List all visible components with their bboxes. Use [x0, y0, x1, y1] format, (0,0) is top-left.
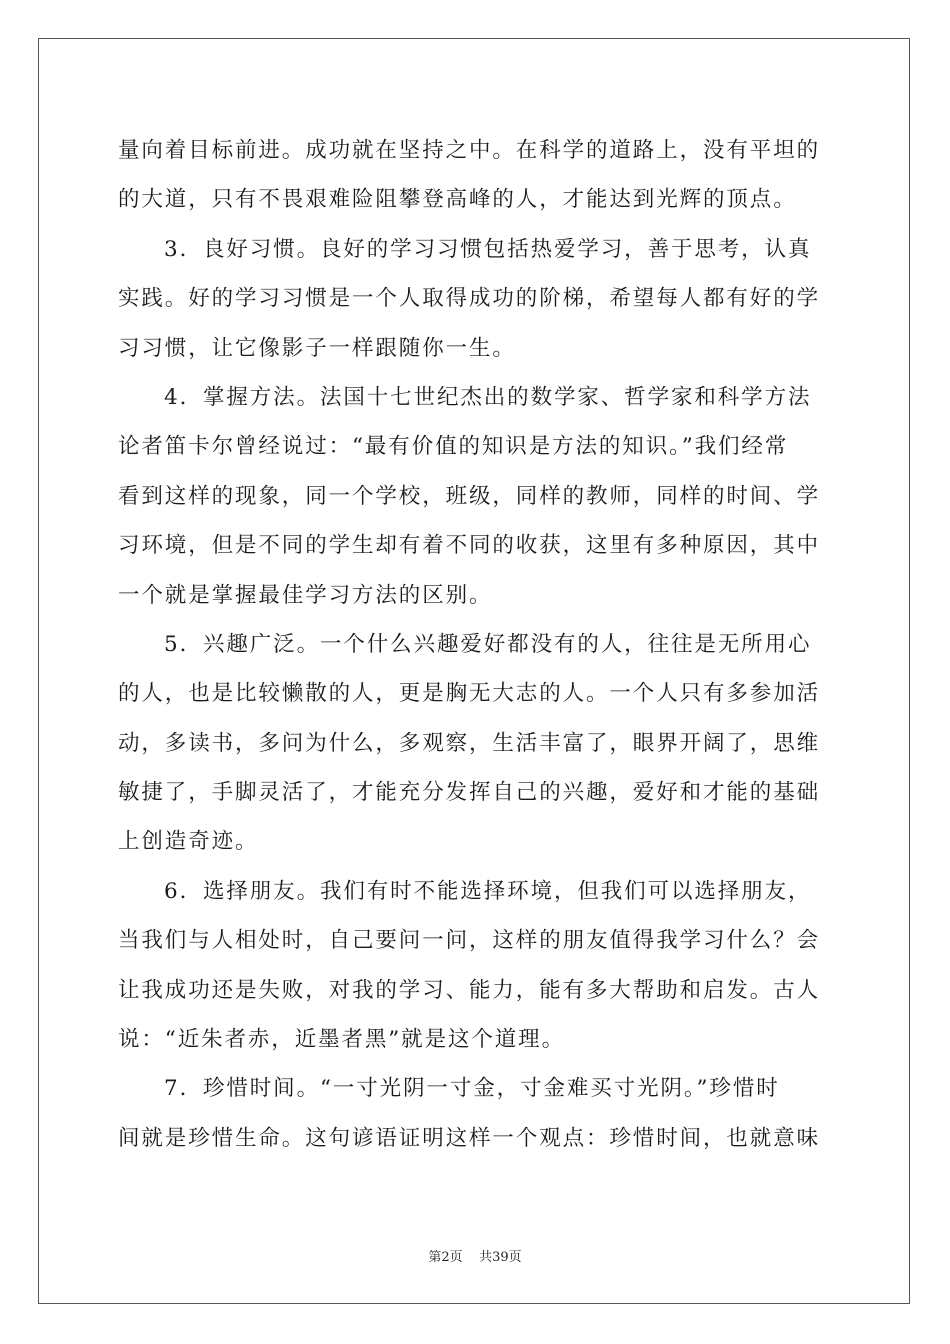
text-line: 习习惯，让它像影子一样跟随你一生。: [118, 335, 516, 361]
text-line: 习环境，但是不同的学生却有着不同的收获，这里有多种原因，其中: [118, 533, 821, 559]
text-line: 一个就是掌握最佳学习方法的区别。: [118, 582, 493, 608]
current-page-label: 第2页: [428, 1250, 463, 1265]
text-line: 论者笛卡尔曾经说过：“最有价值的知识是方法的知识。”我们经常: [118, 434, 789, 460]
text-line: 量向着目标前进。成功就在坚持之中。在科学的道路上，没有平坦的: [118, 138, 821, 163]
text-line: 6．选择朋友。我们有时不能选择环境，但我们可以选择朋友，: [164, 878, 812, 904]
text-line: 的人，也是比较懒散的人，更是胸无大志的人。一个人只有多参加活: [118, 681, 821, 707]
text-line: 当我们与人相处时，自己要问一问，这样的朋友值得我学习什么？会: [118, 928, 821, 954]
text-line: 动，多读书，多问为什么，多观察，生活丰富了，眼界开阔了，思维: [118, 730, 821, 756]
text-line: 说：“近朱者赤，近墨者黑”就是这个道理。: [118, 1027, 565, 1053]
total-pages-label: 共39页: [479, 1250, 522, 1265]
text-line: 3．良好习惯。良好的学习习惯包括热爱学习，善于思考，认真: [164, 236, 812, 262]
footer-spacer: [463, 1250, 480, 1265]
text-line: 间就是珍惜生命。这句谚语证明这样一个观点：珍惜时间，也就意味: [118, 1125, 821, 1151]
text-line: 上创造奇迹。: [118, 829, 259, 855]
text-line: 的大道，只有不畏艰难险阻攀登高峰的人，才能达到光辉的顶点。: [118, 187, 797, 213]
text-line: 看到这样的现象，同一个学校，班级，同样的教师，同样的时间、学: [118, 483, 821, 509]
text-line: 敏捷了，手脚灵活了，才能充分发挥自己的兴趣，爱好和才能的基础: [118, 780, 821, 806]
text-line: 让我成功还是失败，对我的学习、能力，能有多大帮助和启发。古人: [118, 977, 821, 1003]
page-footer: [0, 1246, 950, 1265]
text-line: 5．兴趣广泛。一个什么兴趣爱好都没有的人，往往是无所用心: [164, 631, 812, 657]
text-line: 4．掌握方法。法国十七世纪杰出的数学家、哲学家和科学方法: [164, 384, 812, 410]
document-body: [118, 126, 836, 1163]
text-line: 实践。好的学习习惯是一个人取得成功的阶梯，希望每人都有好的学: [118, 286, 821, 312]
text-line: 7．珍惜时间。“一寸光阴一寸金，寸金难买寸光阴。”珍惜时: [164, 1076, 780, 1102]
